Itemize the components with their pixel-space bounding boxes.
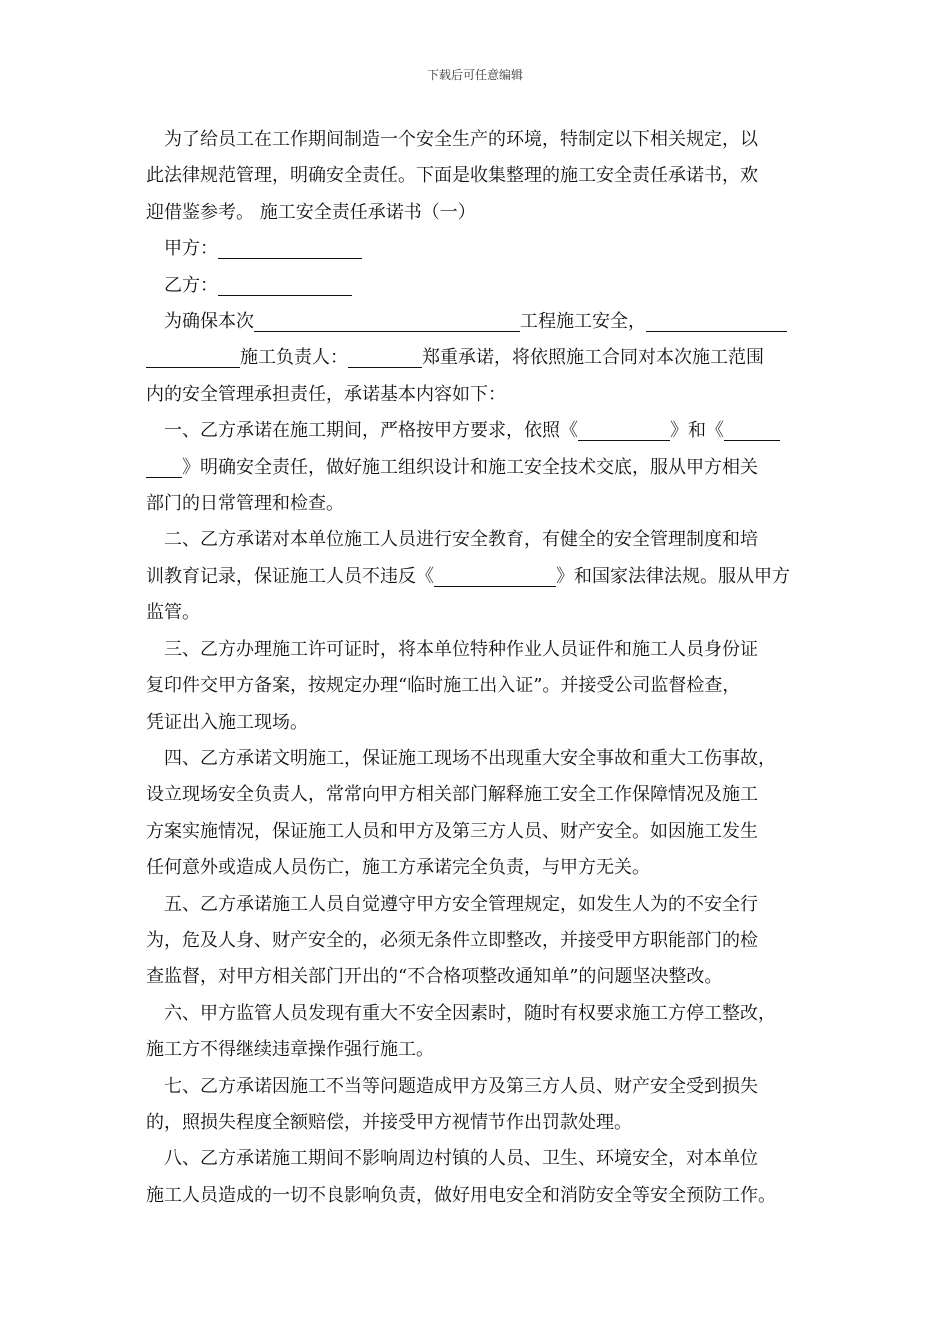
clause-3-line-2: 复印件交甲方备案，按规定办理“临时施工出入证”。并接受公司监督检查， [146,675,741,697]
party-b-line [146,268,806,304]
project-name-blank [254,311,520,332]
clause-0-text: 郑重承诺，将依照施工合同对本次施工范围 [422,347,764,369]
clause-1-text: 》和《 [670,420,724,442]
clause-5-line-1: 五、乙方承诺施工人员自觉遵守甲方安全管理规定，如发生人为的不安全行 [164,893,758,915]
clause-2-line-2 [146,559,806,595]
party-b-label: 乙方： [164,274,218,296]
clause-2-text: 训教育记录，保证施工人员不违反《 [146,565,434,587]
company-blank-cont [146,347,240,368]
clause-1-text: 一、乙方承诺在施工期间，严格按甲方要求，依照《 [164,420,578,442]
clause-3-line-1: 三、乙方办理施工许可证时，将本单位特种作业人员证件和施工人员身份证 [164,638,758,660]
clause-5-line-3: 查监督，对甲方相关部门开出的“不合格项整改通知单”的问题坚决整改。 [146,966,723,988]
clause-7-line-1: 七、乙方承诺因施工不当等问题造成甲方及第三方人员、财产安全受到损失 [164,1075,758,1097]
clause-1-text: 》明确安全责任，做好施工组织设计和施工安全技术交底，服从甲方相关 [182,456,758,478]
regulation-blank-2 [724,420,780,441]
clause-3-line-3: 凭证出入施工现场。 [146,711,308,733]
party-a-label: 甲方： [164,238,218,260]
intro-line-1: 为了给员工在工作期间制造一个安全生产的环境，特制定以下相关规定，以 [164,129,758,150]
party-a-line [146,231,806,267]
document-body [146,122,806,1214]
clause-6-line-1: 六、甲方监管人员发现有重大不安全因素时，随时有权要求施工方停工整改， [164,1002,776,1024]
clause-0-line-2 [146,340,806,376]
clause-1-line-2 [146,450,806,486]
clause-0-line-3: 内的安全管理承担责任，承诺基本内容如下： [146,383,506,405]
party-b-blank [218,275,352,296]
clause-6-line-2: 施工方不得继续违章操作强行施工。 [146,1039,434,1061]
clause-2-text: 》和国家法律法规。服从甲方 [556,565,790,587]
intro-line-3: 迎借鉴参考。 施工安全责任承诺书（一） [146,201,476,223]
regulation-blank-1 [578,420,670,441]
clause-7-line-2: 的，照损失程度全额赔偿，并接受甲方视情节作出罚款处理。 [146,1111,632,1133]
clause-8-line-2: 施工人员造成的一切不良影响负责，做好用电安全和消防安全等安全预防工作。 [146,1184,776,1206]
clause-2-line-1: 二、乙方承诺对本单位施工人员进行安全教育，有健全的安全管理制度和培 [164,529,758,551]
clause-0-line-1 [146,304,806,340]
page-header: 下载后可任意编辑 [426,68,523,82]
responsible-person-blank [348,347,422,368]
clause-8-line-1: 八、乙方承诺施工期间不影响周边村镇的人员、卫生、环境安全，对本单位 [164,1148,758,1170]
intro-line-2: 此法律规范管理，明确安全责任。下面是收集整理的施工安全责任承诺书，欢 [146,165,758,187]
party-a-blank [218,238,362,259]
regulation-blank-3 [434,566,556,587]
clause-0-text: 施工负责人： [240,347,348,369]
clause-0-text: 为确保本次 [164,311,254,333]
clause-4-line-1: 四、乙方承诺文明施工，保证施工现场不出现重大安全事故和重大工伤事故， [164,747,776,769]
regulation-blank-2-cont [146,457,182,478]
clause-1-line-3: 部门的日常管理和检查。 [146,493,344,515]
clause-1-line-1 [146,413,806,449]
clause-4-line-3: 方案实施情况，保证施工人员和甲方及第三方人员、财产安全。如因施工发生 [146,820,758,842]
clause-0-text: 工程施工安全， [520,311,646,333]
clause-5-line-2: 为，危及人身、财产安全的，必须无条件立即整改，并接受甲方职能部门的检 [146,929,758,951]
clause-2-line-3: 监管。 [146,602,200,624]
clause-4-line-4: 任何意外或造成人员伤亡，施工方承诺完全负责，与甲方无关。 [146,857,650,879]
company-blank [646,311,787,332]
clause-4-line-2: 设立现场安全负责人，常常向甲方相关部门解释施工安全工作保障情况及施工 [146,784,758,806]
